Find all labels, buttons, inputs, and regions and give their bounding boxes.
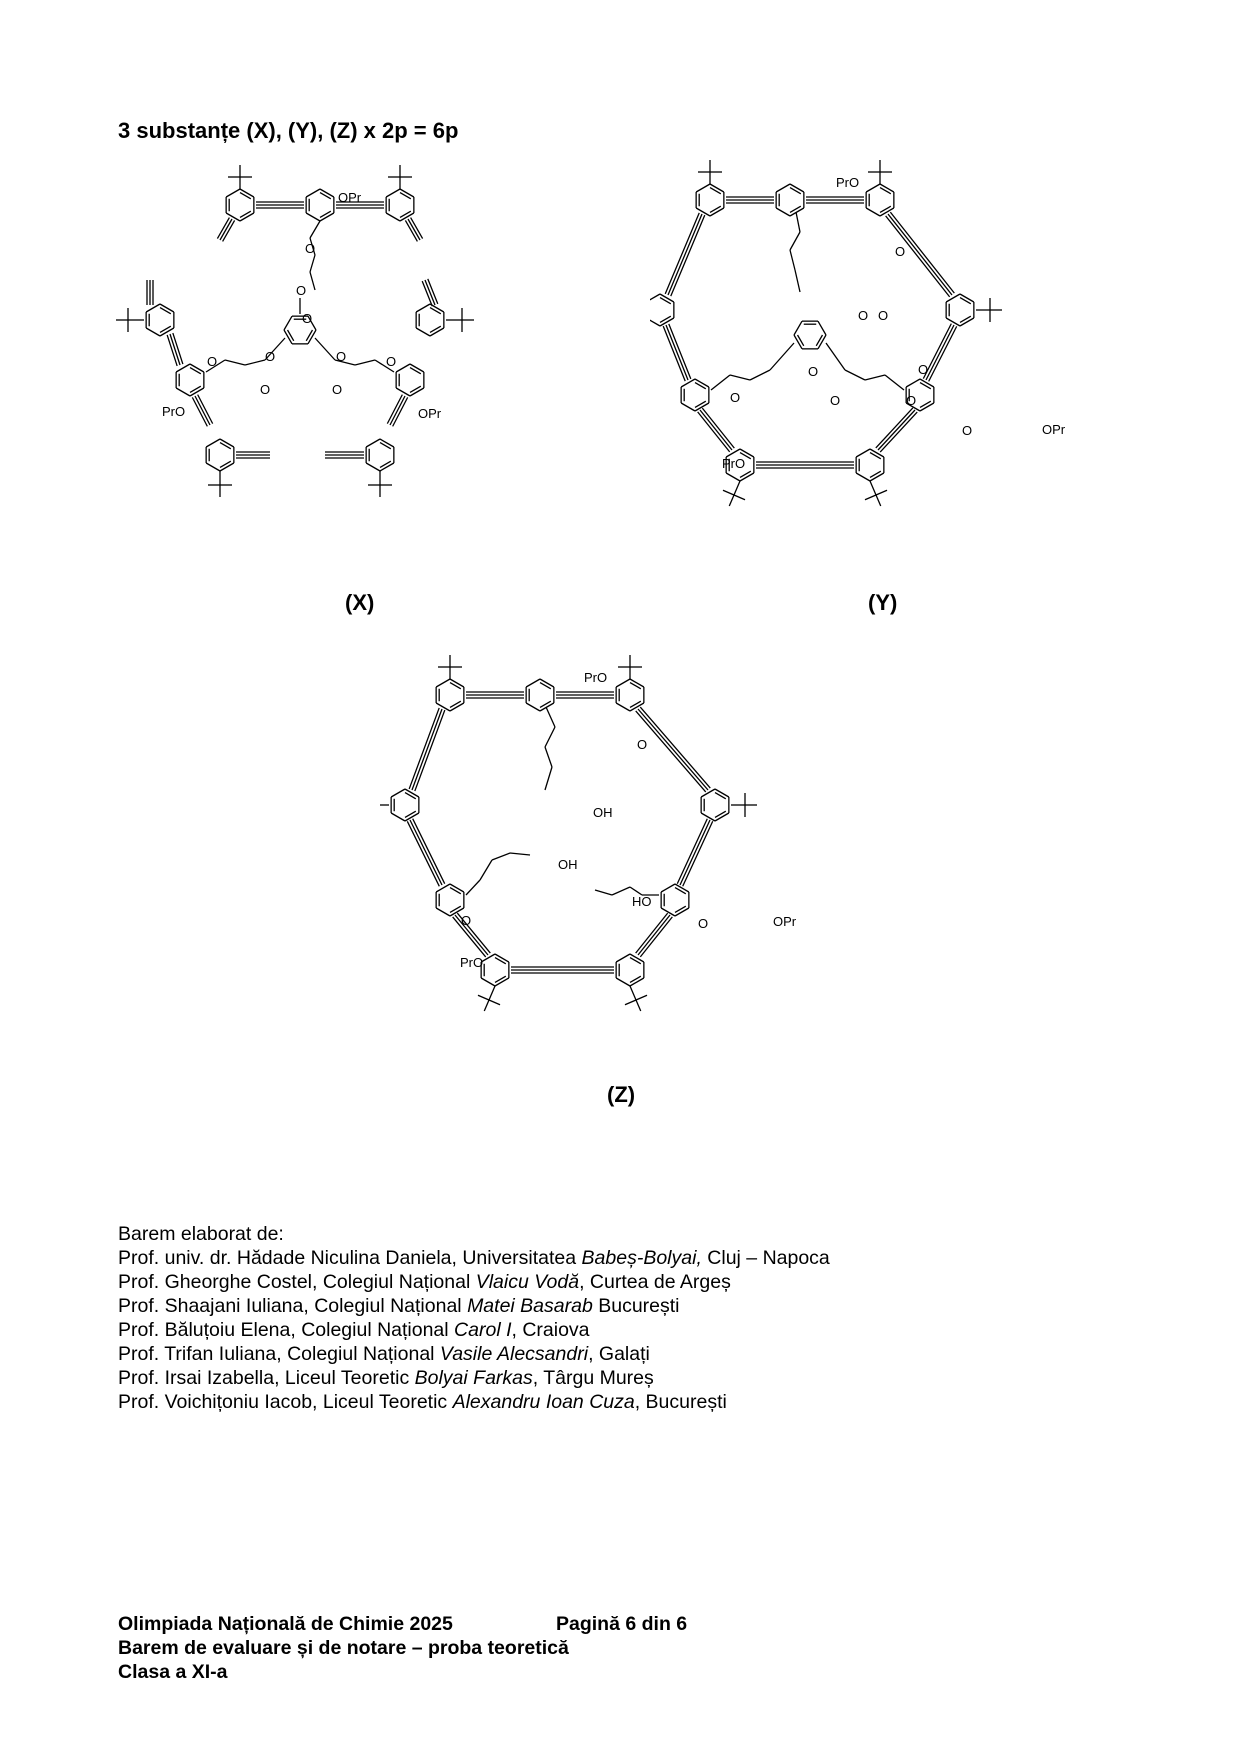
chain-bond bbox=[826, 343, 845, 370]
ring-bond bbox=[146, 304, 160, 312]
ring-bond bbox=[650, 294, 660, 302]
credit-text: Prof. Trifan Iuliana, Colegiul Național bbox=[118, 1343, 440, 1365]
alkyne-bond bbox=[638, 915, 670, 955]
alkyne-bond bbox=[668, 214, 702, 295]
ring-bond bbox=[206, 439, 220, 447]
alkyne-bond bbox=[640, 917, 672, 957]
ring-inner-bond bbox=[540, 701, 551, 707]
chain-bond bbox=[595, 890, 612, 895]
y-label-pro-left: PrO bbox=[722, 456, 746, 471]
credit-city: , Galați bbox=[588, 1343, 650, 1365]
x-label-o-right: O bbox=[386, 354, 397, 369]
chain-bond bbox=[480, 860, 492, 880]
chain-bond bbox=[845, 370, 865, 380]
ring-bond bbox=[366, 439, 380, 447]
ring-bond bbox=[856, 449, 870, 457]
alkyne-bond bbox=[640, 707, 710, 788]
ring-bond bbox=[416, 304, 430, 312]
ring-bond bbox=[794, 321, 802, 335]
y-label-o-right: O bbox=[962, 423, 973, 438]
ring-bond bbox=[946, 318, 960, 326]
ring-inner-bond bbox=[450, 906, 461, 912]
ring-inner-bond bbox=[695, 401, 706, 407]
alkyne-bond bbox=[192, 397, 207, 426]
alkyne-bond bbox=[671, 215, 705, 296]
chain-bond bbox=[225, 360, 245, 365]
ring-bond bbox=[776, 184, 790, 192]
x-label-o-top: O bbox=[305, 241, 316, 256]
chain-bond bbox=[510, 853, 530, 855]
ring-inner-bond bbox=[380, 461, 391, 467]
tbu-bond bbox=[630, 986, 636, 1000]
credit-city: , București bbox=[634, 1391, 727, 1413]
credit-institution: Vasile Alecsandri bbox=[439, 1343, 589, 1365]
z-label-o-right: O bbox=[698, 916, 709, 931]
alkyne-bond bbox=[926, 325, 954, 380]
ring-bond bbox=[526, 703, 540, 711]
ring-inner-bond bbox=[660, 298, 671, 304]
ring-inner-bond bbox=[450, 701, 461, 707]
alkyne-bond bbox=[412, 709, 442, 790]
structure-x bbox=[110, 160, 560, 560]
ring-inner-bond bbox=[790, 206, 801, 212]
alkyne-bond bbox=[387, 395, 402, 424]
ring-inner-bond bbox=[410, 386, 421, 392]
credits-block bbox=[118, 1222, 830, 1414]
z-label-oh-top: OH bbox=[593, 805, 613, 820]
ring-inner-bond bbox=[920, 383, 931, 389]
footer-class: Clasa a XI-a bbox=[118, 1661, 228, 1683]
ring-bond bbox=[866, 184, 880, 192]
ring-bond bbox=[616, 703, 630, 711]
chain-bond bbox=[612, 887, 630, 895]
credit-line bbox=[118, 1246, 830, 1270]
alkyne-bond bbox=[413, 819, 445, 884]
ring-inner-bond bbox=[288, 330, 294, 341]
ring-bond bbox=[856, 473, 870, 481]
ring-inner-bond bbox=[410, 368, 421, 374]
ring-inner-bond bbox=[495, 976, 506, 982]
chain-bond bbox=[795, 270, 800, 292]
z-label-o-top: O bbox=[637, 737, 648, 752]
ring-bond bbox=[396, 388, 410, 396]
ring-bond bbox=[681, 403, 695, 411]
ring-inner-bond bbox=[660, 316, 671, 322]
ring-bond bbox=[661, 884, 675, 892]
credit-city: , Târgu Mureș bbox=[532, 1367, 654, 1389]
chain-bond bbox=[711, 375, 730, 390]
ring-bond bbox=[306, 213, 320, 221]
tbu-bond bbox=[489, 1000, 500, 1005]
ring-inner-bond bbox=[740, 471, 751, 477]
alkyne-bond bbox=[698, 412, 730, 452]
ring-inner-bond bbox=[405, 793, 416, 799]
z-label-o-left: O bbox=[461, 913, 472, 928]
ring-inner-bond bbox=[870, 471, 881, 477]
chain-bond bbox=[865, 375, 885, 380]
credit-institution: Alexandru Ioan Cuza bbox=[452, 1391, 635, 1413]
tbu-bond bbox=[636, 1000, 641, 1011]
tbu-bond bbox=[870, 481, 876, 495]
y-label-o-ester3: O bbox=[808, 364, 819, 379]
chain-bond bbox=[796, 212, 800, 232]
ring-inner-bond bbox=[430, 308, 441, 314]
z-label-oh-left: OH bbox=[558, 857, 578, 872]
alkyne-bond bbox=[410, 820, 442, 885]
chain-bond bbox=[310, 272, 315, 290]
ring-inner-bond bbox=[220, 461, 231, 467]
ring-inner-bond bbox=[160, 326, 171, 332]
ring-inner-bond bbox=[870, 453, 881, 459]
ring-inner-bond bbox=[400, 211, 411, 217]
y-label-o-top: O bbox=[895, 244, 906, 259]
ring-bond bbox=[526, 679, 540, 687]
ring-inner-bond bbox=[380, 443, 391, 449]
y-label-o-ester1: O bbox=[858, 308, 869, 323]
alkyne-bond bbox=[636, 913, 668, 953]
structure-z bbox=[380, 655, 870, 1075]
ring-bond bbox=[436, 679, 450, 687]
alkyne-bond bbox=[665, 213, 699, 294]
x-label-opr-right: OPr bbox=[418, 406, 442, 421]
x-label-pro-left: PrO bbox=[162, 404, 186, 419]
ring-inner-bond bbox=[630, 683, 641, 689]
ring-inner-bond bbox=[306, 330, 312, 341]
chain-bond bbox=[245, 360, 265, 365]
tbu-bond bbox=[478, 995, 489, 1000]
ring-inner-bond bbox=[798, 335, 804, 346]
chain-bond bbox=[545, 767, 552, 790]
tbu-bond bbox=[876, 495, 881, 506]
ring-inner-bond bbox=[400, 193, 411, 199]
chain-bond bbox=[310, 221, 320, 238]
caption-x: (X) bbox=[345, 590, 375, 615]
ring-bond bbox=[386, 213, 400, 221]
ring-inner-bond bbox=[960, 298, 971, 304]
ring-bond bbox=[866, 208, 880, 216]
credit-city: București bbox=[592, 1295, 680, 1317]
credit-text: Prof. Irsai Izabella, Liceul Teoretic bbox=[118, 1367, 415, 1389]
credit-text: Prof. Voichițoniu Iacob, Liceul Teoretic bbox=[118, 1391, 453, 1413]
chain-bond bbox=[466, 880, 480, 895]
alkyne-bond bbox=[700, 410, 732, 450]
alkyne-bond bbox=[638, 709, 708, 790]
ring-bond bbox=[661, 908, 675, 916]
ring-inner-bond bbox=[715, 811, 726, 817]
alkyne-bond bbox=[195, 396, 210, 425]
credit-line bbox=[118, 1270, 830, 1294]
ring-bond bbox=[306, 189, 320, 197]
credit-city: , Curtea de Argeș bbox=[579, 1271, 731, 1293]
alkyne-bond bbox=[683, 821, 713, 886]
chain-bond bbox=[315, 338, 335, 360]
ring-bond bbox=[366, 463, 380, 471]
credit-city: Cluj – Napoca bbox=[701, 1247, 830, 1269]
ring-bond bbox=[818, 321, 826, 335]
ring-bond bbox=[436, 908, 450, 916]
chain-bond bbox=[546, 707, 555, 727]
ring-inner-bond bbox=[630, 976, 641, 982]
alkyne-bond bbox=[415, 710, 445, 791]
credit-text: Prof. univ. dr. Hădade Niculina Daniela, Universitatea bbox=[118, 1247, 582, 1269]
ring-bond bbox=[284, 316, 292, 330]
y-label-opr-right: OPr bbox=[1042, 422, 1066, 437]
ring-inner-bond bbox=[675, 888, 686, 894]
chain-bond bbox=[885, 375, 904, 390]
credit-line bbox=[118, 1294, 830, 1318]
alkyne-bond bbox=[677, 819, 707, 884]
chain-bond bbox=[545, 747, 552, 767]
chain-bond bbox=[545, 727, 555, 747]
ring-inner-bond bbox=[160, 308, 171, 314]
chain-bond bbox=[730, 375, 750, 380]
z-label-opr-right: OPr bbox=[773, 914, 797, 929]
z-label-ho-right: HO bbox=[632, 894, 652, 909]
ring-inner-bond bbox=[220, 443, 231, 449]
chain-bond bbox=[355, 360, 375, 365]
ring-inner-bond bbox=[190, 386, 201, 392]
credit-line bbox=[118, 1390, 830, 1414]
ring-inner-bond bbox=[240, 193, 251, 199]
tbu-bond bbox=[734, 481, 740, 495]
tbu-bond bbox=[489, 986, 495, 1000]
tbu-bond bbox=[865, 495, 876, 500]
ring-bond bbox=[616, 978, 630, 986]
credit-institution: Vlaicu Vodă bbox=[475, 1271, 580, 1293]
page-footer bbox=[118, 1612, 688, 1684]
ring-bond bbox=[616, 954, 630, 962]
ring-inner-bond bbox=[880, 188, 891, 194]
ring-inner-bond bbox=[405, 811, 416, 817]
ring-bond bbox=[391, 813, 405, 821]
ring-inner-bond bbox=[630, 958, 641, 964]
alkyne-bond bbox=[198, 395, 213, 424]
credit-institution: Carol I bbox=[454, 1319, 512, 1341]
caption-z: (Z) bbox=[607, 1082, 636, 1107]
alkyne-bond bbox=[663, 326, 685, 381]
x-label-o-ester2: O bbox=[302, 311, 313, 326]
ring-bond bbox=[391, 789, 405, 797]
y-label-pro-top: PrO bbox=[836, 175, 860, 190]
tbu-bond bbox=[625, 1000, 636, 1005]
caption-y: (Y) bbox=[868, 590, 898, 615]
ring-bond bbox=[176, 388, 190, 396]
credit-line bbox=[118, 1342, 830, 1366]
ring-inner-bond bbox=[710, 188, 721, 194]
alkyne-bond bbox=[929, 326, 957, 381]
credits-title: Barem elaborat de: bbox=[118, 1223, 284, 1245]
alkyne-bond bbox=[666, 325, 688, 380]
chain-bond bbox=[310, 255, 315, 272]
tbu-bond bbox=[723, 490, 734, 495]
ring-bond bbox=[776, 208, 790, 216]
ring-bond bbox=[681, 379, 695, 387]
chain-bond bbox=[790, 232, 800, 250]
credit-institution: Babeș-Bolyai, bbox=[581, 1247, 702, 1269]
x-label-o-ester5: O bbox=[336, 349, 347, 364]
credit-institution: Bolyai Farkas bbox=[414, 1367, 533, 1389]
structure-x-drawing bbox=[110, 160, 560, 560]
z-label-pro-top: PrO bbox=[584, 670, 608, 685]
credit-text: Prof. Gheorghe Costel, Colegiul Național bbox=[118, 1271, 476, 1293]
alkyne-bond bbox=[407, 821, 439, 886]
ring-bond bbox=[906, 379, 920, 387]
alkyne-bond bbox=[878, 410, 915, 450]
credit-city: , Craiova bbox=[511, 1319, 590, 1341]
ring-bond bbox=[616, 679, 630, 687]
x-label-o-ester3: O bbox=[265, 349, 276, 364]
ring-inner-bond bbox=[495, 958, 506, 964]
tbu-bond bbox=[876, 490, 887, 495]
ring-bond bbox=[176, 364, 190, 372]
chain-bond bbox=[770, 343, 794, 370]
tbu-bond bbox=[636, 995, 647, 1000]
ring-bond bbox=[650, 318, 660, 326]
ring-inner-bond bbox=[790, 188, 801, 194]
tbu-bond bbox=[484, 1000, 489, 1011]
ring-bond bbox=[386, 189, 400, 197]
ring-inner-bond bbox=[450, 683, 461, 689]
ring-bond bbox=[226, 189, 240, 197]
ring-bond bbox=[396, 364, 410, 372]
chain-bond bbox=[492, 853, 510, 860]
ring-inner-bond bbox=[715, 793, 726, 799]
alkyne-bond bbox=[680, 820, 710, 885]
alkyne-bond bbox=[702, 408, 734, 448]
ring-inner-bond bbox=[430, 326, 441, 332]
x-label-opr-top: OPr bbox=[338, 190, 362, 205]
footer-subtitle: Barem de evaluare și de notare – proba teoretică bbox=[118, 1637, 569, 1659]
ring-inner-bond bbox=[320, 193, 331, 199]
alkyne-bond bbox=[880, 412, 917, 452]
y-label-o-left: O bbox=[730, 390, 741, 405]
structure-y-drawing bbox=[650, 160, 1140, 580]
ring-inner-bond bbox=[675, 906, 686, 912]
ring-bond bbox=[701, 813, 715, 821]
tbu-bond bbox=[729, 495, 734, 506]
footer-olympiad: Olimpiada Națională de Chimie 2025 bbox=[118, 1613, 453, 1635]
ring-bond bbox=[146, 328, 160, 336]
credit-line bbox=[118, 1366, 830, 1390]
credit-line bbox=[118, 1318, 830, 1342]
ring-bond bbox=[206, 463, 220, 471]
footer-page-number: Pagină 6 din 6 bbox=[556, 1613, 688, 1635]
ring-inner-bond bbox=[320, 211, 331, 217]
alkyne-bond bbox=[455, 915, 488, 955]
y-label-o-ester6: O bbox=[906, 393, 917, 408]
chain-bond bbox=[790, 250, 795, 270]
x-label-o-left: O bbox=[207, 354, 218, 369]
structure-y bbox=[650, 160, 1140, 580]
ring-inner-bond bbox=[880, 206, 891, 212]
ring-inner-bond bbox=[540, 683, 551, 689]
structure-z-drawing bbox=[380, 655, 870, 1075]
alkyne-bond bbox=[876, 408, 913, 448]
ring-inner-bond bbox=[920, 401, 931, 407]
ring-bond bbox=[726, 473, 740, 481]
ring-inner-bond bbox=[695, 383, 706, 389]
ring-inner-bond bbox=[190, 368, 201, 374]
alkyne-bond bbox=[393, 397, 408, 426]
credit-institution: Matei Basarab bbox=[467, 1295, 593, 1317]
ring-inner-bond bbox=[240, 211, 251, 217]
y-label-o-ester2: O bbox=[878, 308, 889, 323]
alkyne-bond bbox=[390, 396, 405, 425]
z-label-pro-left: PrO bbox=[460, 955, 484, 970]
ring-bond bbox=[696, 184, 710, 192]
alkyne-bond bbox=[409, 708, 439, 789]
section-heading: 3 substanțe (X), (Y), (Z) x 2p = 6p bbox=[118, 118, 459, 143]
x-label-o-ester6: O bbox=[332, 382, 343, 397]
ring-bond bbox=[701, 789, 715, 797]
x-label-o-ester4: O bbox=[260, 382, 271, 397]
credit-text: Prof. Shaajani Iuliana, Colegiul Național bbox=[118, 1295, 468, 1317]
ring-inner-bond bbox=[816, 335, 822, 346]
ring-bond bbox=[481, 954, 495, 962]
ring-bond bbox=[416, 328, 430, 336]
alkyne-bond bbox=[669, 324, 691, 379]
chain-bond bbox=[750, 370, 770, 380]
tbu-bond bbox=[734, 495, 745, 500]
ring-inner-bond bbox=[960, 316, 971, 322]
y-label-o-ester5: O bbox=[918, 362, 929, 377]
x-label-o-ester1: O bbox=[296, 283, 307, 298]
ring-bond bbox=[481, 978, 495, 986]
credit-text: Prof. Băluțoiu Elena, Colegiul Național bbox=[118, 1319, 455, 1341]
ring-inner-bond bbox=[710, 206, 721, 212]
ring-inner-bond bbox=[630, 701, 641, 707]
ring-inner-bond bbox=[450, 888, 461, 894]
y-label-o-ester4: O bbox=[830, 393, 841, 408]
